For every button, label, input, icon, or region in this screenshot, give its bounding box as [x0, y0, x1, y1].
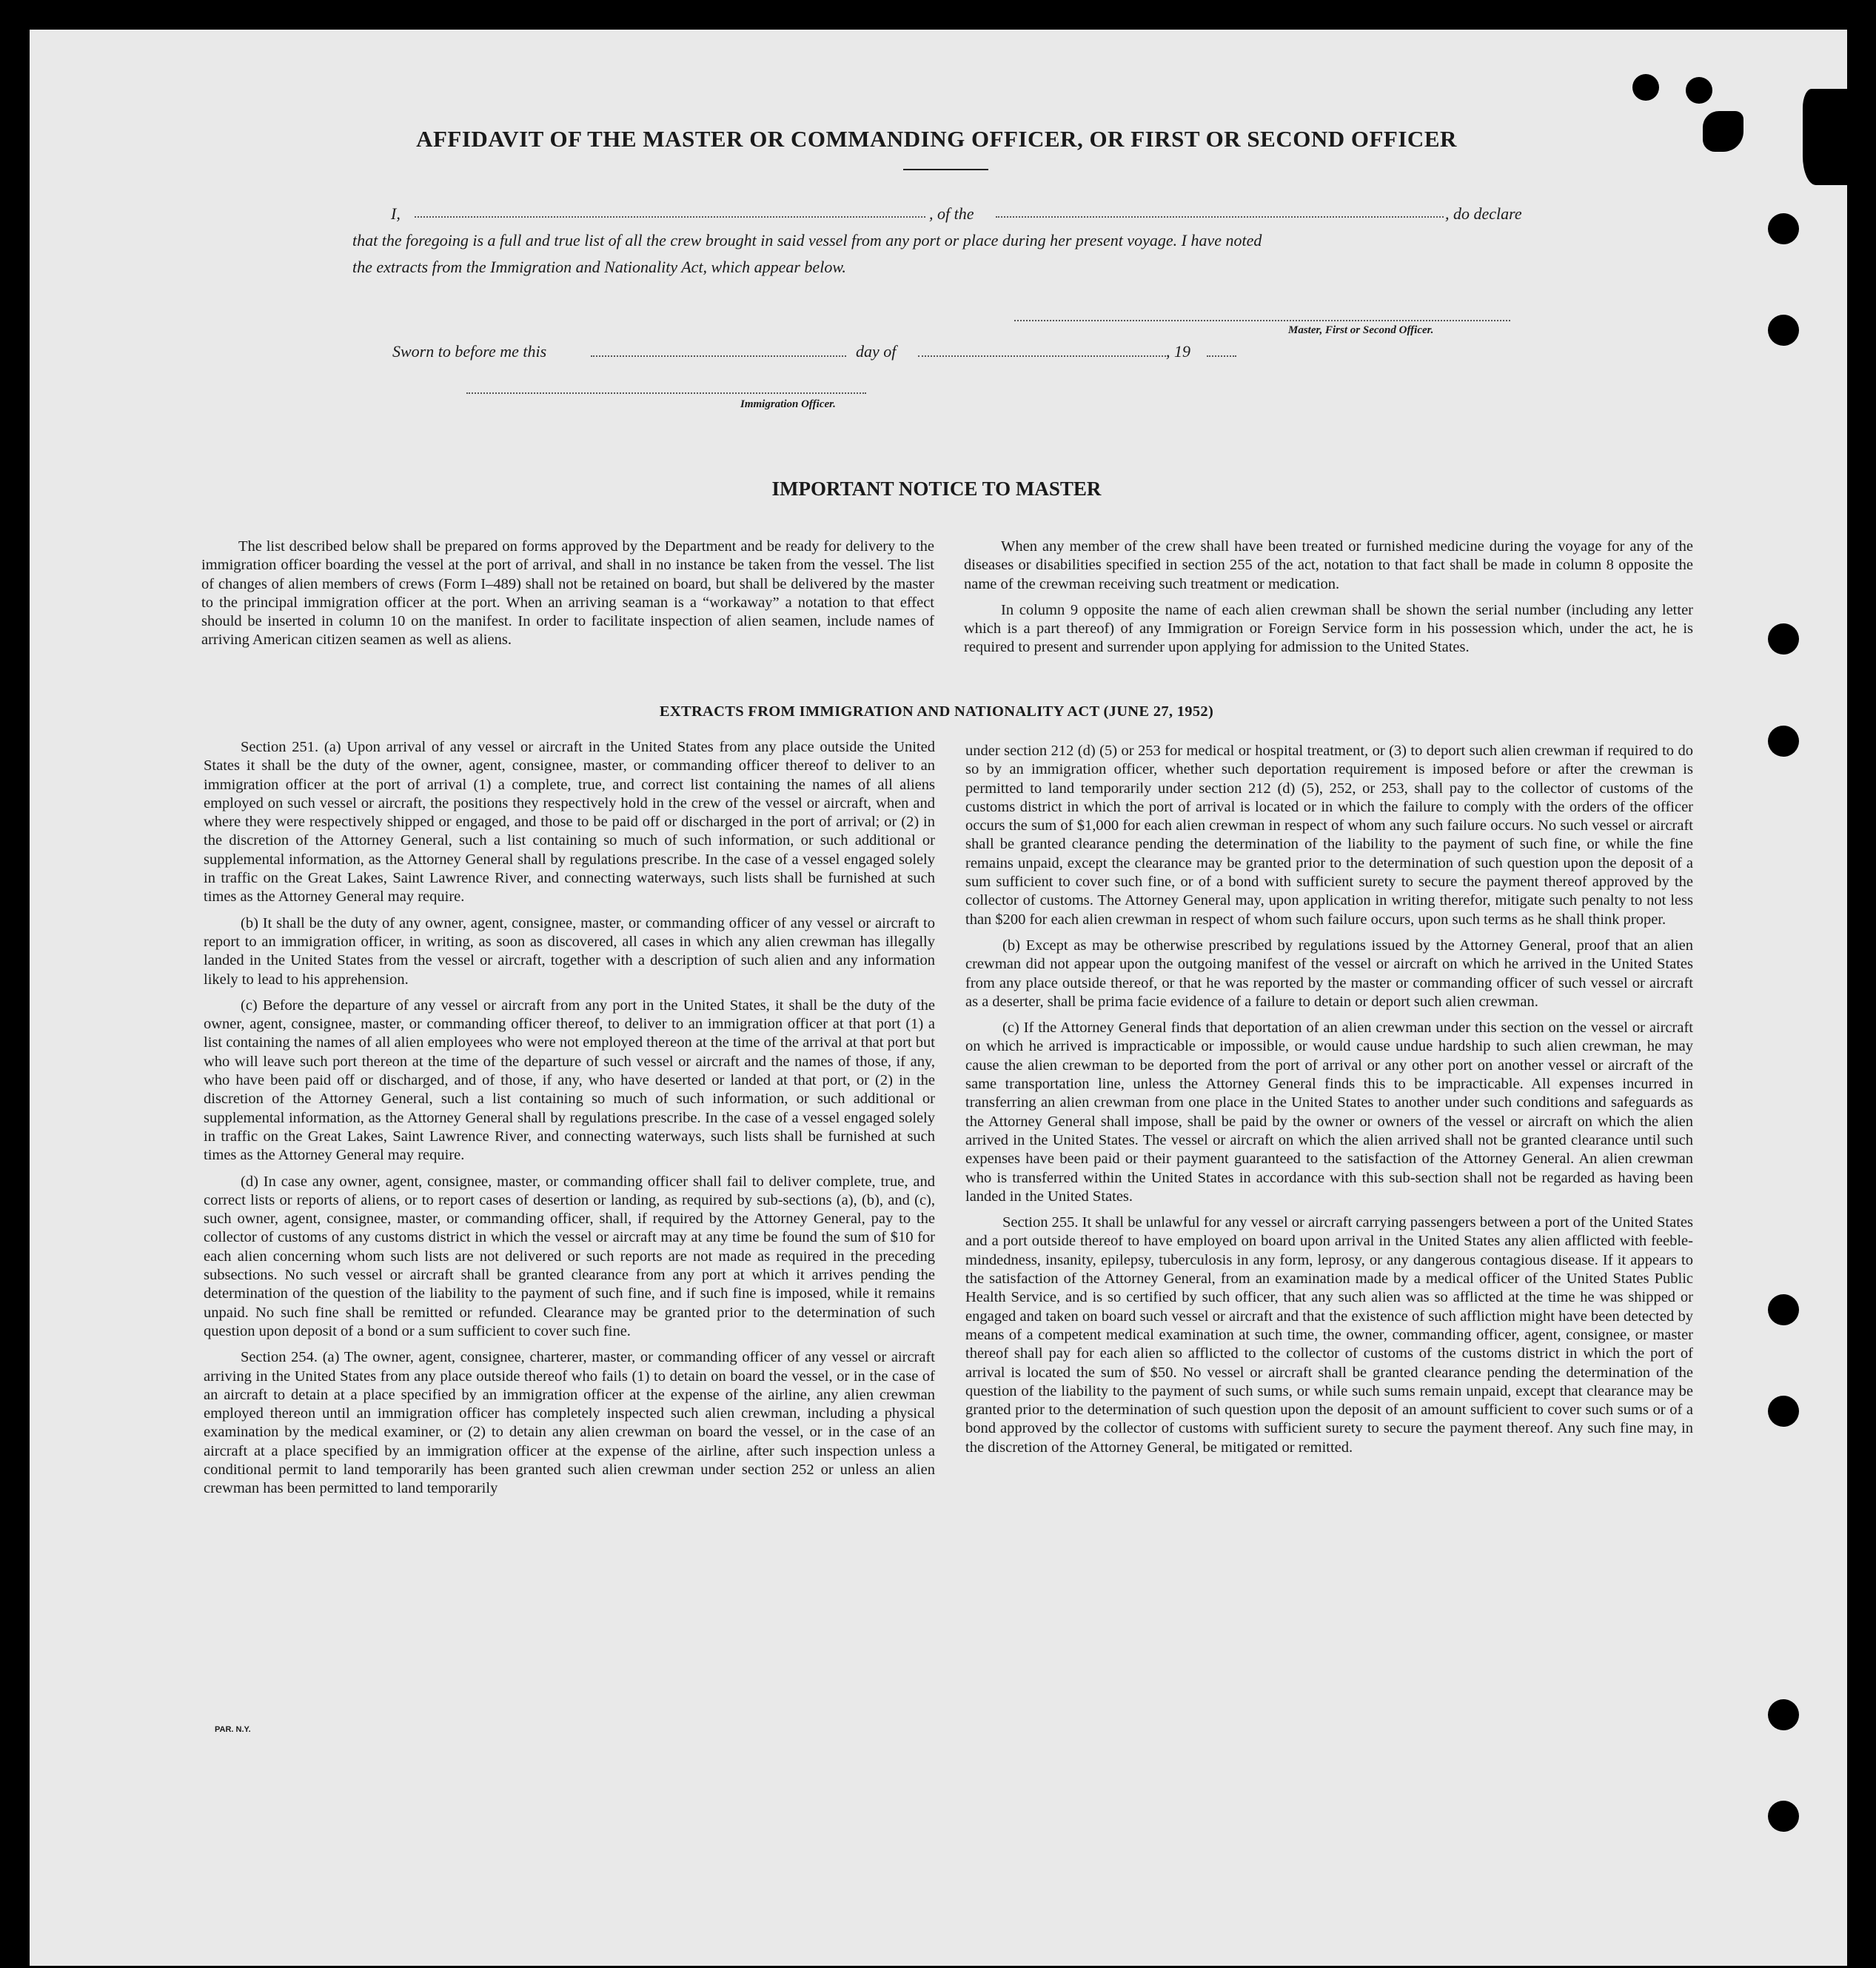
declarant-prefix: I, [391, 204, 401, 223]
sworn-month-field[interactable] [918, 355, 1166, 357]
notice-right-paragraph-2: In column 9 opposite the name of each alien crewman shall be shown the serial number (including any letter which is a part thereof) of any Immigration or Foreign Service form in his possession which, under the act, he is required to present and surrender upon applying for admission to the United States. [964, 601, 1693, 656]
master-signature-field[interactable] [1014, 320, 1510, 321]
section-251-d: (d) In case any owner, agent, consignee, master, or commanding officer shall fail to deliver complete, true, and correct lists or reports of aliens, or to report cases of desertion or landing, as required by sub-sections (a), (b), and (c), such owner, agent, consignee, master, or commanding officer, shall, if required by the Attorney General, pay to the collector of customs of any customs district in which the vessel or aircraft may at any time be found the sum of $10 for each alien concerning whom such lists are not delivered or such reports are not made as required in the preceding subsections. No such vessel or aircraft shall be granted clearance from any port at which it arrives pending the determination of the question of the liability to the payment of such fine, and if such fine is imposed, while it remains unpaid. No such fine shall be remitted or refunded. Clearance may be granted prior to the determination of such question upon deposit of a bond or a sum sufficient to cover such fine. [204, 1173, 935, 1339]
punch-hole-icon [1768, 213, 1799, 244]
master-signature-label: Master, First or Second Officer. [1288, 324, 1434, 336]
officer-signature-field[interactable] [466, 392, 866, 394]
sworn-label: Sworn to before me this [392, 342, 547, 361]
declaration-line-3: the extracts from the Immigration and Nationality Act, which appear below. [352, 258, 846, 276]
section-251-a: Section 251. (a) Upon arrival of any vessel or aircraft in the United States from any place outside the United States it shall be the duty of the owner, agent, consignee, master, or commanding officer thereof to deliver to an immigration officer at the port of arrival (1) a complete, true, and correct list containing the names of all aliens employed on such vessel or aircraft, the positions they respectively hold in the crew of the vessel or aircraft, when and where they were respectively shipped or engaged, and those to be paid off or discharged in the port of arrival; or (2) in the discretion of the Attorney General, such a list containing so much of such information, or such additional or supplemental information, as the Attorney General shall by regulations prescribe. In the case of a vessel engaged solely in traffic on the Great Lakes, Saint Lawrence River, and connecting waterways, such lists shall be furnished at such times as the Attorney General may require. [204, 739, 935, 906]
affidavit-title: AFFIDAVIT OF THE MASTER OR COMMANDING OFFICER, OR FIRST OR SECOND OFFICER [416, 126, 1457, 152]
punch-hole-icon [1768, 315, 1799, 346]
punch-hole-icon [1768, 1396, 1799, 1427]
section-254-a: Section 254. (a) The owner, agent, consignee, charterer, master, or commanding officer of any vessel or aircraft arriving in the United States from any place outside thereof who fails (1) to detain on board the vessel, or in the case of an aircraft to detain at a place specified by an immigration officer at the expense of the airline, any alien crewman employed thereon until an immigration officer has completely inspected such alien crewman, including a physical examination by the medical examiner, or (2) to detain any alien crewman on board the vessel, or in the case of an aircraft at a place specified by an immigration officer at the expense of the airline, after such inspection unless a conditional permit to land temporarily has been granted such alien crewman under section 252 or unless an alien crewman has been permitted to land temporarily [204, 1349, 935, 1497]
punch-hole-icon [1768, 623, 1799, 655]
notice-left-paragraph: The list described below shall be prepared on forms approved by the Department and be ready for delivery to the immigration officer boarding the vessel at the port of arrival, and shall in no instance be taken from the vessel. The list of changes of alien members of crews (Form I–489) shall not be retained on board, but shall be delivered by the master to the principal immigration officer at the port. When an arriving seaman is a “workaway” a notation to that effect should be inserted in column 10 on the manifest. In order to facilitate inspection of alien seamen, include names of arriving American citizen seamen as well as aliens. [201, 538, 934, 649]
vessel-name-field[interactable] [996, 216, 1444, 218]
section-251-c: (c) Before the departure of any vessel or aircraft from any port in the United States, it shall be the duty of the owner, agent, consignee, master, or commanding officer thereof, to deliver to an immigration officer at that port (1) a list containing the names of all alien employees who were not employed thereon at the time of the arrival at that port but who will leave such port thereon at the time of the departure of such vessel or aircraft and the names of those, if any, who have been paid off or discharged, and of those, if any, who have deserted or landed at that port, or (2) in the discretion of the Attorney General, such a list containing so much of such information, or such additional or supplemental information, as the Attorney General shall by regulations prescribe. In the case of a vessel engaged solely in traffic on the Great Lakes, Saint Lawrence River, and connecting waterways, such lists shall be furnished at such times as the Attorney General may require. [204, 997, 935, 1164]
do-declare-label: , do declare [1445, 204, 1522, 223]
notice-right-paragraph-1: When any member of the crew shall have been treated or furnished medicine during the voyage for any of the diseases or disabilities specified in section 255 of the act, notation to that fact shall be made in column 8 opposite the name of the crewman receiving such treatment or medication. [964, 538, 1693, 592]
title-underline [903, 169, 988, 170]
punch-hole-icon [1768, 726, 1799, 757]
section-254-c: (c) If the Attorney General finds that deportation of an alien crewman under this section on the vessel or aircraft on which he arrived is impracticable or impossible, or would cause undue hardship to such alien crewman, he may cause the alien crewman to be deported from the port of arrival or any other port on another vessel or aircraft of the same transportation line, unless the Attorney General finds this to be impracticable. All expenses incurred in transferring an alien crewman from one place in the United States to another under such conditions and safeguards as the Attorney General shall impose, shall be paid by the owner or owners of the vessel or aircraft on which the alien arrived in the United States. The vessel or aircraft on which the alien arrived shall not be granted clearance until such expenses have been paid or their payment guaranteed to the satisfaction of the Attorney General. An alien crewman who is transferred within the United States in accordance with this sub-section shall not be regarded as having been landed in the United States. [965, 1020, 1693, 1205]
extracts-heading: EXTRACTS FROM IMMIGRATION AND NATIONALITY ACT (JUNE 27, 1952) [659, 703, 1214, 720]
of-the-label: , of the [929, 204, 974, 223]
section-254-b: (b) Except as may be otherwise prescribed by regulations issued by the Attorney General, proof that an alien crewman did not appear upon the outgoing manifest of the vessel or aircraft on which he arrived in the United States from any place outside thereof, or that he was reported by the master or commanding officer of such vessel or aircraft as a deserter, shall be prima facie evidence of a failure to detain or deport such alien crewman. [965, 937, 1693, 1010]
punch-hole-icon [1768, 1699, 1799, 1730]
document-page [30, 30, 1847, 1966]
scan-edge-mark-icon [1803, 89, 1847, 185]
punch-hole-icon [1768, 1801, 1799, 1832]
section-251-b: (b) It shall be the duty of any owner, agent, consignee, master, or commanding officer of any vessel or aircraft to report to an immigration officer, in writing, as soon as discovered, all cases in which any alien crewman has illegally landed in the United States from the vessel or aircraft, together with a description of such alien and any information likely to lead to his apprehension. [204, 914, 935, 988]
sworn-day-field[interactable] [591, 355, 846, 357]
declarant-name-field[interactable] [415, 216, 925, 218]
section-255: Section 255. It shall be unlawful for any vessel or aircraft carrying passengers between a port of the United States and a port outside thereof to have employed on board upon arrival in the United States any alien afflicted with feeble-mindedness, insanity, epilepsy, tuberculosis in any form, leprosy, or any dangerous contagious disease. If it appears to the satisfaction of the Attorney General, from an examination made by a medical officer of the United States Public Health Service, and is so certified by such officer, that any such alien was so afflicted at the time he was shipped or engaged and taken on board such vessel or aircraft and that the existence of such affliction might have been detected by means of a competent medical examination at such time, the owner, commanding officer, agent, consignee, or master thereof shall pay for each alien so afflicted to the collector of customs of the customs district in which the port of arrival is located the sum of $50. No vessel or aircraft shall be granted clearance pending the determination of the question of the liability to the payment of such sums, or while such sums remain unpaid, except that clearance may be granted prior to the determination of such question upon the deposit of an amount sufficient to cover such sums or of a bond approved by the collector of customs with sufficient surety to secure the payment thereof. Any such fine may, in the discretion of the Attorney General, be mitigated or remitted. [965, 1214, 1693, 1456]
year-label: , 19 [1166, 342, 1190, 361]
scan-blot-icon [1703, 111, 1743, 152]
notice-right-column [964, 538, 1693, 657]
officer-signature-label: Immigration Officer. [740, 398, 836, 410]
day-of-label: day of [856, 342, 897, 361]
punch-hole-icon [1768, 1294, 1799, 1325]
extracts-left-column [204, 738, 935, 1499]
notice-left-column [201, 538, 934, 650]
punch-hole-icon [1632, 74, 1659, 101]
extracts-right-column [965, 742, 1693, 1457]
declaration-line-2: that the foregoing is a full and true list of all the crew brought in said vessel from any port or place during her present voyage. I have noted [352, 231, 1262, 250]
printer-mark: PAR. N.Y. [215, 1725, 251, 1734]
notice-title: IMPORTANT NOTICE TO MASTER [771, 478, 1102, 500]
punch-hole-icon [1686, 77, 1712, 104]
section-254-a-continued: under section 212 (d) (5) or 253 for medical or hospital treatment, or (3) to deport such alien crewman if required to do so by an immigration officer, whether such deportation requirement is imposed before or after the crewman is permitted to land temporarily under section 212 (d) (5), 252, or 253, shall pay to the collector of customs of the customs district in which the port of arrival is located or in which the failure to comply with the orders of the officer occurs the sum of $1,000 for each alien crewman in respect of whom any such failure occurs. No such vessel or aircraft shall be granted clearance pending the determination of the liability to the payment of such fine, or while the fine remains unpaid, except the clearance may be granted prior to the determination of such question upon the deposit of a sum sufficient to cover such fine, or of a bond with sufficient surety to secure the payment thereof approved by the collector of customs. The Attorney General may, upon application in writing therefor, mitigate such penalty to not less than $200 for each alien crewman in respect of whom such failure occurs, upon such terms as he shall think proper. [965, 743, 1693, 928]
sworn-year-field[interactable] [1207, 355, 1236, 357]
